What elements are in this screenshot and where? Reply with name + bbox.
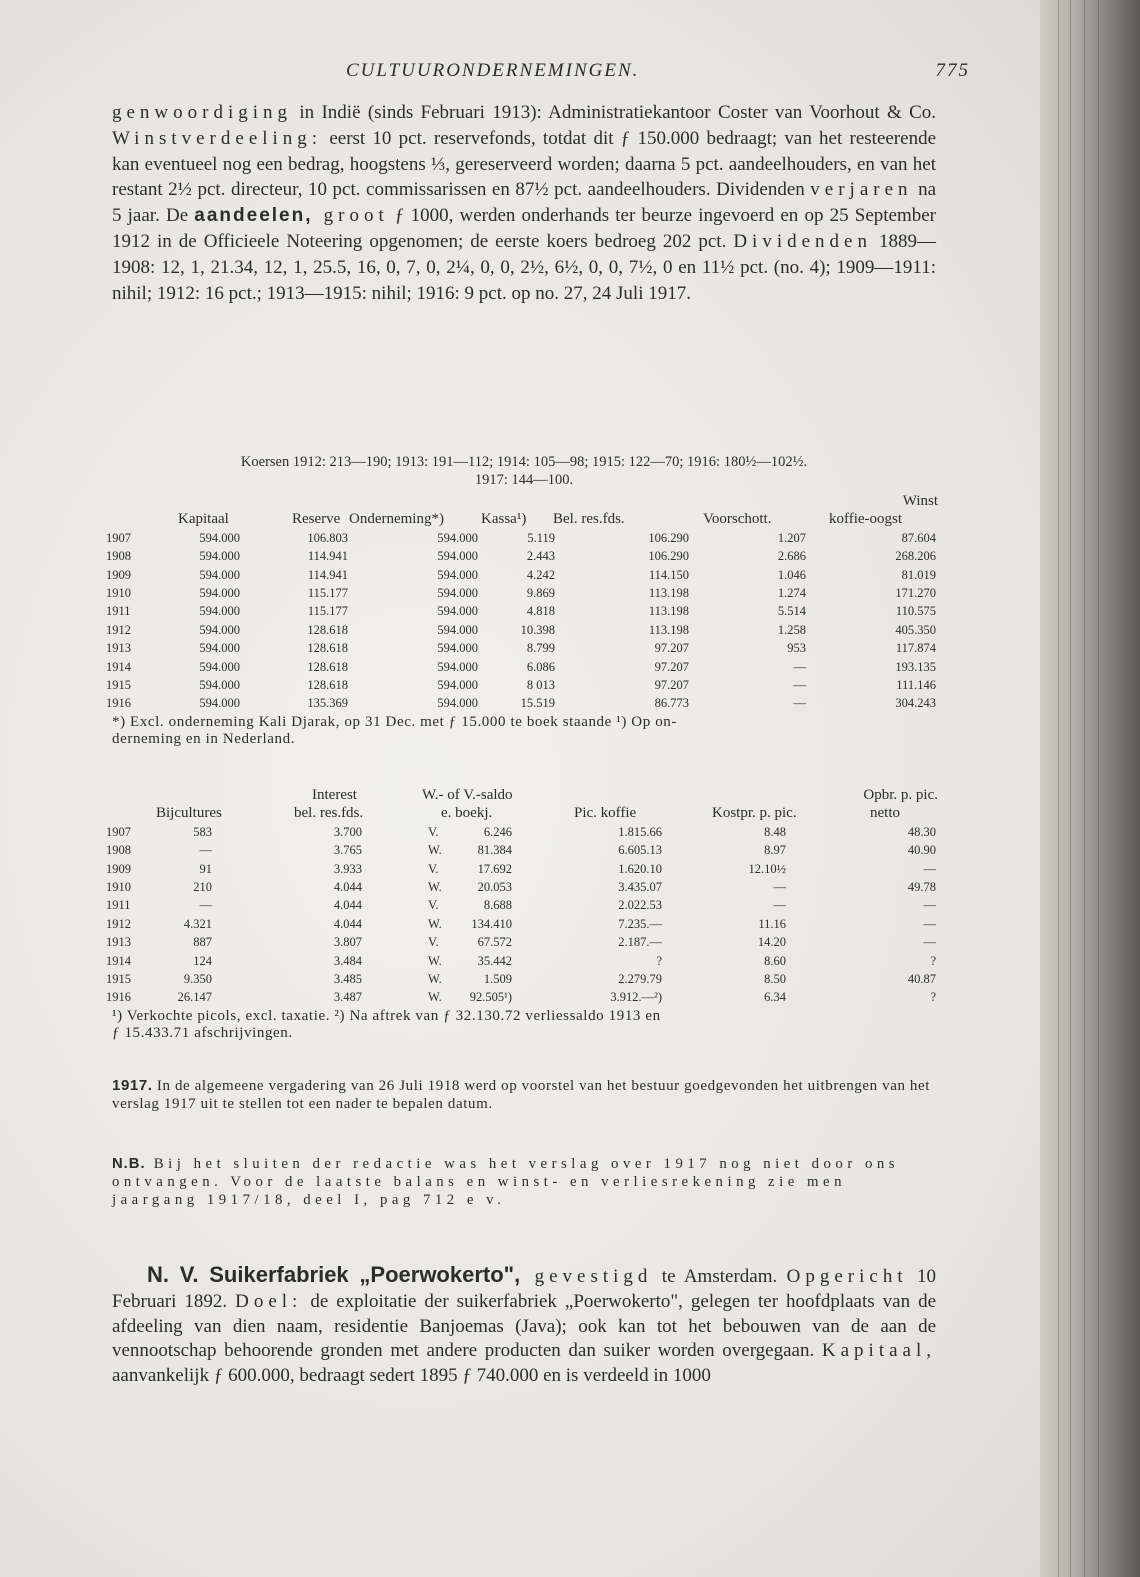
koersen-line: 1917: 144—100. [474,472,574,488]
table-cell: 91 [199,861,212,876]
table-cell: 594.000 [199,549,240,564]
text-spaced: Opgericht [786,1266,908,1287]
table-cell: — [773,879,786,894]
table-row [106,566,938,584]
table-cell: 86.773 [654,696,689,711]
table-cell: — [793,696,806,711]
row-year: 1913 [106,641,131,656]
table-row [106,878,938,896]
table-cell: 3.765 [333,843,362,858]
text-run: in Indië (sinds Februari 1913): Administratiekantoor Coster van Voorhout & Co. [292,102,936,123]
table-cell: 9.869 [526,585,555,600]
row-year: 1909 [106,567,131,582]
table-cell: 594.000 [437,530,478,545]
text-run: 10 Februari 1892. [112,1266,936,1312]
table-cell: W. [428,971,442,986]
table-cell: 1.046 [777,567,806,582]
table-cell: 35.442 [477,953,512,968]
financial-table-1 [106,492,938,749]
table-row [106,676,938,694]
table-cell: 304.243 [895,696,936,711]
table-cell: 9.350 [183,971,212,986]
table-row [106,952,938,970]
footnote-line: ƒ 15.433.71 afschrijvingen. [112,1025,293,1042]
row-year: 1910 [106,585,131,600]
year-label: 1917. [112,1077,153,1094]
text-spaced: Dividenden [733,230,872,252]
table-cell: 2.686 [777,549,806,564]
table-cell: 594.000 [199,622,240,637]
table-cell: — [793,677,806,692]
row-year: 1912 [106,622,131,637]
table-cell: 10.398 [520,622,555,637]
row-year: 1912 [106,916,131,931]
text-spaced: genwoordiging [112,102,293,123]
table-cell: 134.410 [471,916,512,931]
row-year: 1908 [106,549,131,564]
table-cell: 405.350 [895,622,936,637]
col-header: Onderneming*) [349,511,444,528]
table-row [106,915,938,933]
table-cell: 1.258 [777,622,806,637]
table-cell: V. [428,898,439,913]
text-bold: aandeelen, [194,205,313,227]
table-cell: 97.207 [654,659,689,674]
table-cell: 583 [193,824,212,839]
table-footnote [112,714,938,750]
table-cell: 3.435.07 [618,879,662,894]
row-year: 1911 [106,604,131,619]
row-year: 1911 [106,898,131,913]
table-cell: 4.321 [183,916,212,931]
table-cell: 115.177 [307,585,348,600]
table-cell: — [923,898,936,913]
table-cell: 17.692 [477,861,512,876]
table-cell: 2.022.53 [618,898,662,913]
table-row [106,970,938,988]
text-spaced: gevestigd [520,1266,653,1287]
table-cell: 6.086 [526,659,555,674]
table-cell: 594.000 [437,677,478,692]
table-cell: 3.484 [333,953,362,968]
table-row [106,529,938,547]
table-header-top [112,786,938,804]
table-cell: 594.000 [199,659,240,674]
table-cell: 49.78 [907,879,936,894]
table-cell: 594.000 [437,585,478,600]
table-cell: 113.198 [648,604,689,619]
table-cell: 8.799 [526,641,555,656]
text-run: Bij het sluiten der redactie was het verslag over 1917 nog niet door ons ontvangen. Voor de laatste balans en winst- en verliesrekening zie men jaargang 1917/18, deel I, pag 712 e v. [112,1156,899,1208]
table-cell: 594.000 [437,622,478,637]
table-row [106,841,938,859]
table-cell: 594.000 [437,659,478,674]
col-header: Bijcultures [156,805,222,822]
company-entry-poerwokerto [112,1263,936,1389]
koersen-block [112,453,936,489]
text-spaced: Doel: [235,1290,303,1312]
book-spine-edge [1040,0,1140,1577]
table-cell: W. [428,843,442,858]
table-cell: 594.000 [199,677,240,692]
text-run: eerst 10 pct. reservefonds, totdat dit ƒ 150.000 bedraagt; van het resteerende kan eventueel nog een bedrag, hoogstens ⅓, gereserveerd worden; daarna 5 pct. aandeelhouders, en van het restant 2½ pct. directeur, 10 pct. commissarissen en 87½ pct. aandeelhouders. Dividenden [112,127,936,201]
table-cell: 5.514 [777,604,806,619]
table-cell: 3.807 [333,935,362,950]
table-row [106,547,938,565]
table-cell: 48.30 [907,824,936,839]
table-cell: 110.575 [895,604,936,619]
footnote-line: derneming en in Nederland. [112,731,296,748]
col-header: netto [870,805,900,822]
table-cell: 594.000 [199,604,240,619]
row-year: 1916 [106,990,131,1005]
running-header [110,60,970,90]
col-header: bel. res.fds. [294,805,364,822]
col-header: Reserve [292,511,341,528]
text-run: te Amsterdam. [652,1266,787,1287]
table-cell: 81.019 [901,567,936,582]
table-cell: — [199,843,212,858]
table-cell: 594.000 [437,696,478,711]
table-cell: V. [428,824,439,839]
table-row [106,584,938,602]
col-header: Winst [902,493,938,509]
table-cell: 594.000 [199,530,240,545]
table-cell: ? [930,990,936,1005]
table-cell: 268.206 [895,549,936,564]
table-cell: 114.941 [307,567,348,582]
nb-paragraph [112,1156,936,1209]
table-row [106,860,938,878]
table-cell: 594.000 [199,696,240,711]
table-cell: 594.000 [199,585,240,600]
table-cell: 8 013 [526,677,555,692]
table-cell: 97.207 [654,641,689,656]
table-cell: 15.519 [520,696,555,711]
table-cell: 594.000 [437,567,478,582]
row-year: 1915 [106,971,131,986]
col-header: Kostpr. p. pic. [712,805,797,822]
col-header: Opbr. p. pic. [863,787,938,803]
col-header: W.- of V.-saldo [422,787,513,803]
table-cell: — [199,898,212,913]
table-cell: ? [930,953,936,968]
table-cell: 1.815.66 [618,824,662,839]
row-year: 1909 [106,861,131,876]
table-header-row [112,510,938,528]
row-year: 1914 [106,953,131,968]
table-cell: 40.90 [907,843,936,858]
text-run: In de algemeene vergadering van 26 Juli 1918 werd op voorstel van het bestuur goedgevonden het uitbrengen van het verslag 1917 uit te stellen tot een nader te bepalen datum. [112,1078,931,1112]
table-cell: — [773,898,786,913]
table-cell: 113.198 [648,622,689,637]
table-cell: — [923,916,936,931]
table-cell: 111.146 [896,677,936,692]
table-cell: — [793,659,806,674]
table-cell: 128.618 [307,622,348,637]
table-cell: 953 [787,641,806,656]
text-spaced: Winstverdeeling: [112,127,323,149]
table-cell: 8.48 [764,824,786,839]
table-cell: 4.242 [526,567,555,582]
table-cell: 135.369 [307,696,348,711]
table-cell: 594.000 [199,567,240,582]
table-row [106,602,938,620]
table-cell: 3.912.—²) [610,990,662,1005]
table-row [106,694,938,712]
table-cell: 1.509 [483,971,512,986]
koersen-line: Koersen 1912: 213—190; 1913: 191—112; 1914: 105—98; 1915: 122—70; 1916: 180½—102½. [240,454,808,470]
table-cell: 14.20 [757,935,786,950]
table-row [106,823,938,841]
col-header: Kapitaal [178,511,229,528]
table-cell: 2.187.— [618,935,662,950]
table-cell: 81.384 [477,843,512,858]
table-cell: 20.053 [477,879,512,894]
row-year: 1908 [106,843,131,858]
text-spaced: Kapitaal, [821,1340,936,1362]
table-cell: ? [656,953,662,968]
table-cell: 40.87 [907,971,936,986]
table-cell: 594.000 [437,641,478,656]
table-cell: 4.044 [333,916,362,931]
table-row [106,933,938,951]
table-cell: 3.933 [333,861,362,876]
table-cell: 128.618 [307,659,348,674]
table-cell: W. [428,990,442,1005]
table-cell: 1.620.10 [618,861,662,876]
table-cell: 26.147 [177,990,212,1005]
intro-paragraph [112,100,936,306]
table-footnote [112,1008,938,1044]
text-run: ƒ 1000, werden onderhands ter beurze ingevoerd en op 25 September 1912 in de Officieele Noteering opgenomen; de eerste koers bedroeg 202 pct. [112,205,937,252]
table-cell: 4.818 [526,604,555,619]
table-cell: 114.150 [648,567,689,582]
row-year: 1913 [106,935,131,950]
table-row [106,658,938,676]
table-cell: W. [428,953,442,968]
page-number: 775 [935,60,970,81]
table-cell: 113.198 [648,585,689,600]
table-row [106,988,938,1006]
row-year: 1907 [106,824,131,839]
table-cell: 2.279.79 [618,971,662,986]
company-name: N. V. Suikerfabriek „Poerwokerto", [147,1262,521,1287]
table-body [106,529,938,713]
table-cell: V. [428,861,439,876]
table-cell: 8.97 [764,843,786,858]
table-row [106,621,938,639]
row-year: 1910 [106,879,131,894]
table-cell: 8.688 [483,898,512,913]
footnote-line: *) Excl. onderneming Kali Djarak, op 31 Dec. met ƒ 15.000 te boek staande ¹) Op on- [112,713,677,730]
text-run: de exploitatie der suikerfabriek „Poerwokerto", gelegen ter hoofdplaats van de afdeeling van dien naam, residentie Banjoemas (Java); ook kan tot het bebouwen van de aan de vennootschap behoorende gronden met andere producten dan suiker worden overgegaan. [112,1290,936,1362]
table-cell: 8.60 [764,953,786,968]
table-cell: 3.485 [333,971,362,986]
table-cell: 171.270 [895,585,936,600]
table-cell: W. [428,916,442,931]
row-year: 1915 [106,677,131,692]
table-cell: 7.235.— [618,916,662,931]
table-cell: 4.044 [333,898,362,913]
table-cell: 594.000 [437,549,478,564]
table-body [106,823,938,1007]
table-cell: 106.290 [648,530,689,545]
table-cell: 87.604 [901,530,936,545]
table-cell: 6.246 [483,824,512,839]
table-cell: 193.135 [895,659,936,674]
table-cell: — [923,861,936,876]
nb-label: N.B. [112,1156,146,1172]
table-cell: — [923,935,936,950]
text-spaced: verjaren [810,179,913,201]
running-title: CULTUURONDERNEMINGEN. [346,60,640,81]
table-cell: 8.50 [764,971,786,986]
financial-table-2 [106,786,938,1043]
row-year: 1907 [106,530,131,545]
footnote-line: ¹) Verkochte picols, excl. taxatie. ²) Na aftrek van ƒ 32.130.72 verliessaldo 1913 en [112,1007,661,1024]
table-cell: V. [428,935,439,950]
row-year: 1916 [106,696,131,711]
table-cell: 887 [193,935,212,950]
paragraph-1917 [112,1077,936,1114]
text-spaced: groot [312,205,389,227]
table-cell: 128.618 [307,677,348,692]
text-run: aanvankelijk ƒ 600.000, bedraagt sedert 1895 ƒ 740.000 en is verdeeld in 1000 [112,1365,711,1387]
table-cell: 594.000 [437,604,478,619]
table-cell: 2.443 [526,549,555,564]
col-header: koffie-oogst [829,511,903,528]
row-year: 1914 [106,659,131,674]
table-cell: 11.16 [758,916,786,931]
table-cell: 92.505¹) [469,990,512,1005]
table-cell: 106.803 [307,530,348,545]
col-header: Interest [312,787,357,803]
table-cell: 1.207 [777,530,806,545]
col-header: e. boekj. [441,805,493,822]
table-cell: 124 [193,953,212,968]
table-cell: 3.700 [333,824,362,839]
table-cell: 115.177 [307,604,348,619]
table-cell: 97.207 [654,677,689,692]
table-cell: 4.044 [333,879,362,894]
table-cell: 6.605.13 [618,843,662,858]
table-cell: W. [428,879,442,894]
table-cell: 210 [193,879,212,894]
table-cell: 67.572 [477,935,512,950]
table-row [106,896,938,914]
text-run: 1889—1908: 12, 1, 21.34, 12, 1, 25.5, 16, 0, 7, 0, 2¼, 0, 0, 2½, 6½, 0, 0, 7½, 0 en 11½ pct. (no. 4); 1909—1911: nihil; 1912: 16 pct.; 1913—1915: nihil; 1916: 9 pct. op no. 27, 24 Juli 1917. [112,230,936,304]
table-cell: 594.000 [199,641,240,656]
table-cell: 6.34 [764,990,786,1005]
table-cell: 128.618 [307,641,348,656]
table-cell: 106.290 [648,549,689,564]
table-cell: 114.941 [307,549,348,564]
table-cell: 3.487 [333,990,362,1005]
col-header: Pic. koffie [574,805,637,822]
table-header-row [112,804,938,822]
table-cell: 117.874 [895,641,936,656]
col-header: Bel. res.fds. [553,511,625,528]
table-row [106,639,938,657]
table-header-top [112,492,938,510]
table-cell: 5.119 [527,530,555,545]
table-cell: 12.10½ [748,861,786,876]
col-header: Voorschott. [703,511,772,528]
col-header: Kassa¹) [481,511,527,528]
table-cell: 1.274 [777,585,806,600]
text-run: na 5 jaar. De [112,179,937,227]
